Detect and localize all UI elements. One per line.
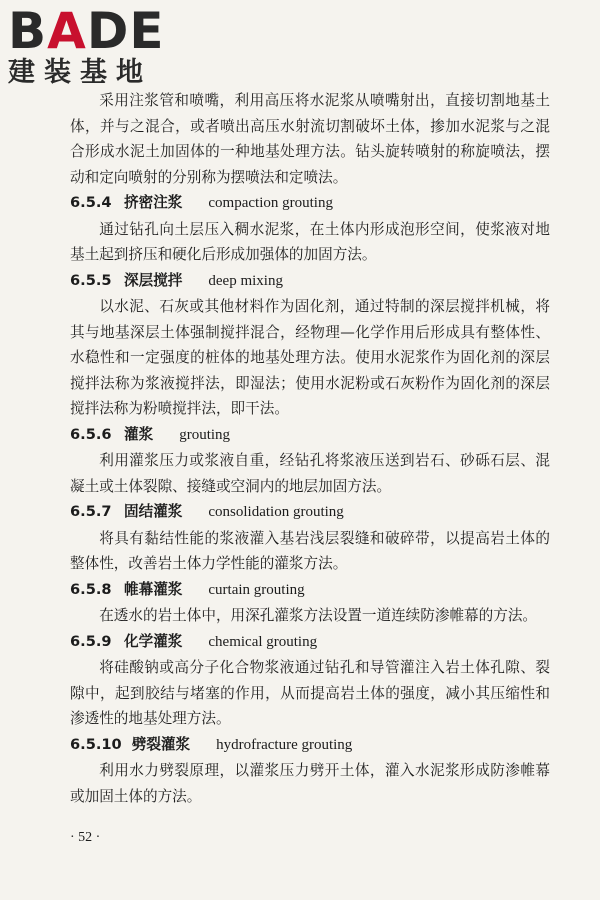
section-number: 6.5.5 bbox=[70, 271, 112, 289]
section-title-en: deep mixing bbox=[208, 272, 283, 289]
section-number: 6.5.10 bbox=[70, 735, 122, 753]
intro-paragraph: 采用注浆管和喷嘴，利用高压将水泥浆从喷嘴射出，直接切割地基土体，并与之混合，或者喷出高压水射流切割破坏土体，掺加水泥浆与之混合形成水泥土加固体的一种地基处理方法。钻头旋转喷射的称旋喷法，摆动和定向喷射的分别称为摆喷法和定喷法。 bbox=[70, 92, 550, 186]
section-body: 利用水力劈裂原理，以灌浆压力劈开土体，灌入水泥浆形成防渗帷幕或加固土体的方法。 bbox=[70, 762, 550, 805]
section-title-zh: 固结灌浆 bbox=[124, 503, 183, 520]
document-body bbox=[70, 88, 550, 809]
section-body: 将具有黏结性能的浆液灌入基岩浅层裂缝和破碎带，以提高岩土体的整体性，改善岩土体力学性能的灌浆方法。 bbox=[70, 529, 550, 572]
logo-letters-de: DE bbox=[86, 2, 165, 60]
logo-subtitle: 建装基地 bbox=[8, 57, 152, 88]
section-number: 6.5.4 bbox=[70, 194, 112, 211]
page-number: · 52 · bbox=[70, 830, 101, 845]
section-heading bbox=[70, 577, 550, 604]
section-body: 利用灌浆压力或浆液自重，经钻孔将浆液压送到岩石、砂砾石层、混凝土或土体裂隙、接缝或空洞内的地层加固方法。 bbox=[70, 452, 550, 495]
section-title-en: consolidation grouting bbox=[208, 504, 344, 520]
section-number: 6.5.7 bbox=[70, 503, 112, 520]
section-title-zh: 劈裂灌浆 bbox=[131, 735, 191, 753]
section-6-5-9 bbox=[70, 629, 550, 732]
section-title-zh: 深层搅拌 bbox=[124, 271, 183, 289]
section-title-en: hydrofracture grouting bbox=[216, 736, 353, 753]
section-title-zh: 帷幕灌浆 bbox=[124, 580, 183, 598]
section-title-en: chemical grouting bbox=[208, 633, 318, 650]
section-body: 在透水的岩土体中，用深孔灌浆方法设置一道连续防渗帷幕的方法。 bbox=[99, 607, 538, 624]
section-heading bbox=[70, 268, 550, 295]
section-6-5-10 bbox=[70, 732, 550, 810]
section-body: 以水泥、石灰或其他材料作为固化剂，通过特制的深层搅拌机械，将其与地基深层土体强制搅拌混合，经物理—化学作用后形成具有整体性、水稳性和一定强度的桩体的地基处理方法。使用水泥浆作为固化剂的深层搅拌法称为浆液搅拌法，即湿法；使用水泥粉或石灰粉作为固化剂的深层搅拌法称为粉喷搅拌法，即干法。 bbox=[70, 298, 550, 417]
section-title-en: curtain grouting bbox=[208, 581, 305, 598]
logo-letter-a: A bbox=[47, 2, 87, 60]
section-number: 6.5.9 bbox=[70, 632, 112, 650]
logo-wordmark bbox=[8, 2, 183, 60]
section-heading bbox=[70, 499, 550, 526]
section-heading bbox=[70, 629, 550, 656]
bade-logo bbox=[8, 2, 183, 90]
section-number: 6.5.8 bbox=[70, 580, 112, 598]
section-heading bbox=[70, 422, 550, 449]
section-heading bbox=[70, 190, 550, 217]
section-heading bbox=[70, 732, 550, 759]
section-title-zh: 灌浆 bbox=[124, 425, 154, 443]
section-body: 将硅酸钠或高分子化合物浆液通过钻孔和导管灌注入岩土体孔隙、裂隙中，起到胶结与堵塞的作用，从而提高岩土体的强度，减小其压缩性和渗透性的地基处理方法。 bbox=[70, 659, 550, 727]
section-title-en: grouting bbox=[179, 426, 231, 443]
logo-letter-b: B bbox=[8, 2, 48, 60]
section-number: 6.5.6 bbox=[70, 425, 112, 443]
section-6-5-6 bbox=[70, 422, 550, 500]
section-6-5-4 bbox=[70, 190, 550, 268]
section-title-zh: 挤密注浆 bbox=[124, 194, 183, 211]
section-body: 通过钻孔向土层压入稠水泥浆，在土体内形成泡形空间，使浆液对地基土起到挤压和硬化后形成加强体的加固方法。 bbox=[70, 220, 550, 263]
section-6-5-5 bbox=[70, 268, 550, 422]
section-6-5-7 bbox=[70, 499, 550, 577]
section-6-5-8 bbox=[70, 577, 550, 629]
section-title-en: compaction grouting bbox=[208, 195, 333, 211]
section-title-zh: 化学灌浆 bbox=[124, 632, 183, 650]
